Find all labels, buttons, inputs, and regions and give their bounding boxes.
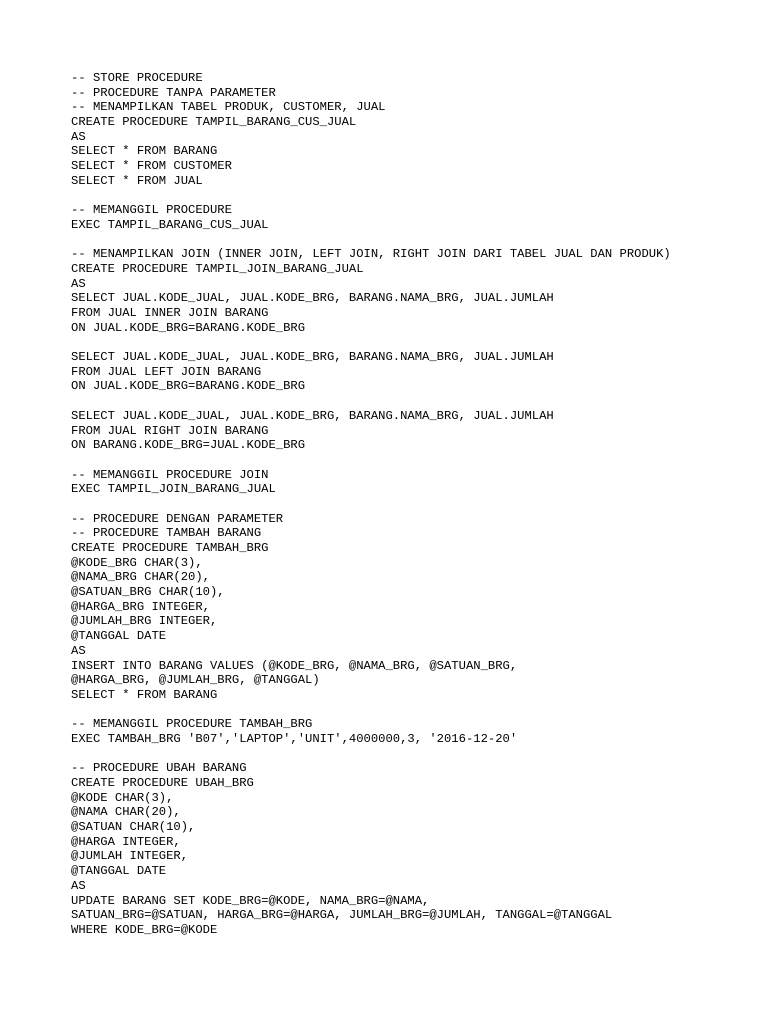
- code-line: [71, 497, 751, 512]
- code-line: -- MENAMPILKAN TABEL PRODUK, CUSTOMER, JUAL: [71, 100, 386, 115]
- code-line: [71, 394, 751, 409]
- code-line: AS: [71, 129, 86, 144]
- code-line: FROM JUAL INNER JOIN BARANG: [71, 306, 269, 320]
- code-line: AS: [71, 643, 86, 658]
- code-line: INSERT INTO BARANG VALUES (@KODE_BRG, @NAMA_BRG, @SATUAN_BRG,: [71, 658, 518, 673]
- code-line: @SATUAN CHAR(10),: [71, 820, 196, 835]
- code-line: AS: [71, 878, 86, 893]
- code-line: -- PROCEDURE DENGAN PARAMETER: [71, 511, 284, 526]
- code-line: FROM JUAL LEFT JOIN BARANG: [71, 364, 262, 379]
- code-line: SELECT JUAL.KODE_JUAL, JUAL.KODE_BRG, BARANG.NAMA_BRG, JUAL.JUMLAH: [71, 291, 554, 306]
- code-line: @KODE_BRG CHAR(3),: [71, 555, 203, 570]
- code-line: -- MEMANGGIL PROCEDURE JOIN: [71, 467, 269, 482]
- code-line: SELECT JUAL.KODE_JUAL, JUAL.KODE_BRG, BARANG.NAMA_BRG, JUAL.JUMLAH: [71, 408, 554, 423]
- code-line: SELECT * FROM JUAL: [71, 173, 203, 188]
- code-line: SATUAN_BRG=@SATUAN, HARGA_BRG=@HARGA, JUMLAH_BRG=@JUMLAH, TANGGAL=@TANGGAL: [71, 908, 613, 923]
- code-line: ON BARANG.KODE_BRG=JUAL.KODE_BRG: [71, 438, 306, 453]
- code-line: EXEC TAMPIL_BARANG_CUS_JUAL: [71, 217, 269, 232]
- code-line: @KODE CHAR(3),: [71, 790, 174, 805]
- code-line: ON JUAL.KODE_BRG=BARANG.KODE_BRG: [71, 320, 306, 335]
- code-line: [71, 189, 751, 204]
- code-line: CREATE PROCEDURE TAMBAH_BRG: [71, 541, 269, 555]
- code-line: @NAMA CHAR(20),: [71, 805, 181, 820]
- code-line: -- PROCEDURE UBAH BARANG: [71, 761, 247, 776]
- code-line: CREATE PROCEDURE TAMPIL_JOIN_BARANG_JUAL: [71, 261, 364, 276]
- code-line: [71, 747, 751, 762]
- code-line: @SATUAN_BRG CHAR(10),: [71, 585, 225, 600]
- code-line: [71, 233, 751, 248]
- code-line: SELECT * FROM BARANG: [71, 687, 218, 702]
- code-line: [71, 335, 751, 350]
- code-line: AS: [71, 276, 86, 291]
- code-line: SELECT * FROM CUSTOMER: [71, 159, 232, 174]
- sql-code-block: [71, 71, 751, 938]
- code-line: FROM JUAL RIGHT JOIN BARANG: [71, 423, 269, 438]
- code-line: [71, 453, 751, 468]
- code-line: @HARGA_BRG INTEGER,: [71, 599, 210, 614]
- code-line: @HARGA INTEGER,: [71, 834, 181, 849]
- code-line: EXEC TAMBAH_BRG 'B07','LAPTOP','UNIT',4000000,3, '2016-12-20': [71, 731, 518, 746]
- code-line: @JUMLAH INTEGER,: [71, 849, 189, 864]
- code-line: EXEC TAMPIL_JOIN_BARANG_JUAL: [71, 482, 276, 497]
- code-line: ON JUAL.KODE_BRG=BARANG.KODE_BRG: [71, 379, 306, 394]
- code-line: @JUMLAH_BRG INTEGER,: [71, 614, 218, 629]
- code-line: -- PROCEDURE TAMBAH BARANG: [71, 526, 262, 541]
- code-line: -- MEMANGGIL PROCEDURE: [71, 203, 232, 218]
- code-line: -- PROCEDURE TANPA PARAMETER: [71, 85, 276, 100]
- code-line: WHERE KODE_BRG=@KODE: [71, 922, 218, 937]
- code-line: SELECT JUAL.KODE_JUAL, JUAL.KODE_BRG, BARANG.NAMA_BRG, JUAL.JUMLAH: [71, 350, 554, 365]
- code-line: CREATE PROCEDURE UBAH_BRG: [71, 776, 254, 790]
- code-line: @NAMA_BRG CHAR(20),: [71, 570, 210, 585]
- code-line: @TANGGAL DATE: [71, 864, 167, 879]
- code-line: UPDATE BARANG SET KODE_BRG=@KODE, NAMA_BRG=@NAMA,: [71, 893, 430, 908]
- code-line: -- MEMANGGIL PROCEDURE TAMBAH_BRG: [71, 717, 313, 732]
- code-line: -- MENAMPILKAN JOIN (INNER JOIN, LEFT JOIN, RIGHT JOIN DARI TABEL JUAL DAN PRODUK): [71, 247, 671, 262]
- code-line: CREATE PROCEDURE TAMPIL_BARANG_CUS_JUAL: [71, 115, 357, 130]
- code-line: SELECT * FROM BARANG: [71, 144, 218, 159]
- code-line: @TANGGAL DATE: [71, 629, 167, 644]
- code-line: [71, 703, 751, 718]
- code-line: @HARGA_BRG, @JUMLAH_BRG, @TANGGAL): [71, 673, 320, 688]
- code-line: -- STORE PROCEDURE: [71, 71, 203, 85]
